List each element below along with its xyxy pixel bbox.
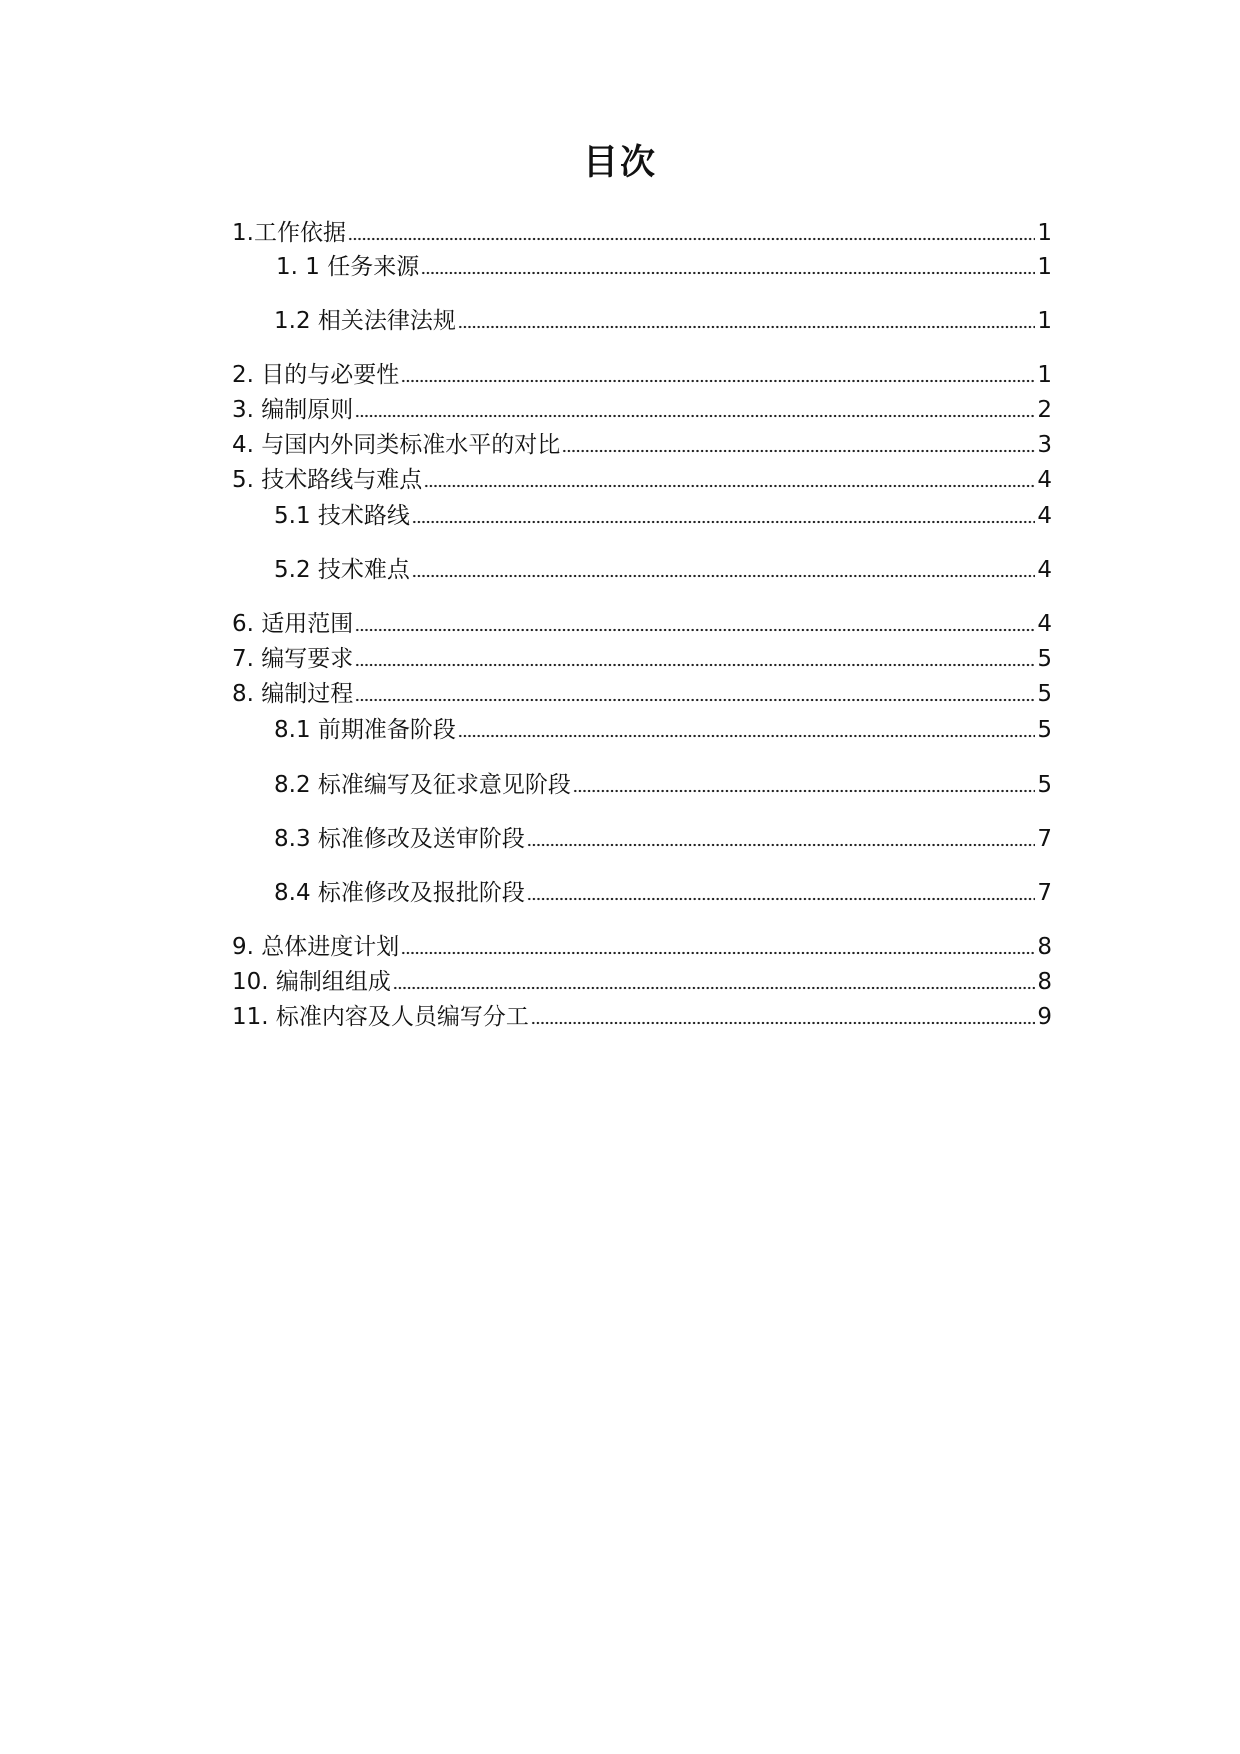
toc-entry-page: 4 xyxy=(1037,557,1052,583)
toc-entry-page: 9 xyxy=(1037,1004,1052,1030)
toc-entry[interactable] xyxy=(232,465,1052,495)
toc-dot-leader xyxy=(562,449,1035,453)
toc-entry-label: 8.2 标准编写及征求意见阶段 xyxy=(274,772,571,798)
toc-dot-leader xyxy=(458,325,1035,329)
toc-entry-label: 7. 编写要求 xyxy=(232,646,354,672)
toc-dot-leader xyxy=(421,271,1035,275)
toc-subentry[interactable] xyxy=(274,824,1052,854)
toc-entry[interactable] xyxy=(232,932,1052,962)
toc-entry-page: 8 xyxy=(1037,969,1052,995)
toc-entry-page: 1 xyxy=(1037,362,1052,388)
toc-entry-page: 5 xyxy=(1037,681,1052,707)
toc-entry-label: 3. 编制原则 xyxy=(232,397,354,423)
toc-entry-label: 2. 目的与必要性 xyxy=(232,362,400,388)
toc-dot-leader xyxy=(531,1021,1035,1025)
toc-entry[interactable] xyxy=(232,644,1052,674)
toc-entry-label: 5.2 技术难点 xyxy=(274,557,410,583)
toc-entry[interactable] xyxy=(232,218,1052,248)
toc-entry-page: 4 xyxy=(1037,611,1052,637)
toc-entry[interactable] xyxy=(232,967,1052,997)
toc-entry-page: 1 xyxy=(1037,220,1052,246)
toc-entry-label: 9. 总体进度计划 xyxy=(232,934,400,960)
toc-dot-leader xyxy=(573,789,1035,793)
toc-subentry[interactable] xyxy=(276,252,1052,282)
toc-dot-leader xyxy=(355,628,1035,632)
toc-entry[interactable] xyxy=(232,1002,1052,1032)
toc-entry-page: 5 xyxy=(1037,646,1052,672)
toc-entry[interactable] xyxy=(232,609,1052,639)
toc-entry-label: 5. 技术路线与难点 xyxy=(232,467,423,493)
toc-subentry[interactable] xyxy=(274,306,1052,336)
toc-entry-label: 11. 标准内容及人员编写分工 xyxy=(232,1004,529,1030)
toc-entry-page: 1 xyxy=(1037,254,1052,280)
toc-entry-label: 10. 编制组组成 xyxy=(232,969,391,995)
toc-dot-leader xyxy=(355,663,1035,667)
toc-dot-leader xyxy=(424,484,1035,488)
toc-entry[interactable] xyxy=(232,395,1052,425)
toc-dot-leader xyxy=(355,698,1035,702)
toc-entry-page: 8 xyxy=(1037,934,1052,960)
toc-entry-page: 3 xyxy=(1037,432,1052,458)
toc-entry-page: 5 xyxy=(1037,717,1052,743)
toc-subentry[interactable] xyxy=(274,770,1052,800)
toc-dot-leader xyxy=(355,414,1035,418)
toc-entry[interactable] xyxy=(232,430,1052,460)
toc-subentry[interactable] xyxy=(274,715,1052,745)
toc-entry-page: 7 xyxy=(1037,880,1052,906)
toc-dot-leader xyxy=(412,520,1035,524)
toc-dot-leader xyxy=(527,843,1035,847)
toc-subentry[interactable] xyxy=(274,501,1052,531)
toc-dot-leader xyxy=(393,986,1035,990)
toc-entry-page: 1 xyxy=(1037,308,1052,334)
toc-entry-label: 1.2 相关法律法规 xyxy=(274,308,456,334)
toc-entry-label: 1. 1 任务来源 xyxy=(276,254,420,280)
toc-entry-label: 1.工作依据 xyxy=(232,220,346,246)
toc-entry-label: 4. 与国内外同类标准水平的对比 xyxy=(232,432,561,458)
page-title: 目次 xyxy=(582,143,657,183)
toc-entry-label: 8.4 标准修改及报批阶段 xyxy=(274,880,525,906)
toc-subentry[interactable] xyxy=(274,878,1052,908)
toc-entry-page: 7 xyxy=(1037,826,1052,852)
toc-dot-leader xyxy=(412,574,1035,578)
toc-subentry[interactable] xyxy=(274,555,1052,585)
toc-entry-label: 6. 适用范围 xyxy=(232,611,354,637)
toc-dot-leader xyxy=(348,237,1035,241)
toc-entry-page: 4 xyxy=(1037,503,1052,529)
toc-entry-label: 8.1 前期准备阶段 xyxy=(274,717,456,743)
toc-dot-leader xyxy=(527,897,1035,901)
toc-entry-label: 8.3 标准修改及送审阶段 xyxy=(274,826,525,852)
toc-dot-leader xyxy=(401,951,1035,955)
toc-entry-page: 5 xyxy=(1037,772,1052,798)
toc-entry[interactable] xyxy=(232,679,1052,709)
toc-dot-leader xyxy=(401,379,1035,383)
toc-entry-page: 2 xyxy=(1037,397,1052,423)
table-of-contents xyxy=(232,0,1052,1754)
toc-entry[interactable] xyxy=(232,360,1052,390)
toc-entry-label: 8. 编制过程 xyxy=(232,681,354,707)
toc-dot-leader xyxy=(458,734,1035,738)
toc-entry-label: 5.1 技术路线 xyxy=(274,503,410,529)
toc-entry-page: 4 xyxy=(1037,467,1052,493)
